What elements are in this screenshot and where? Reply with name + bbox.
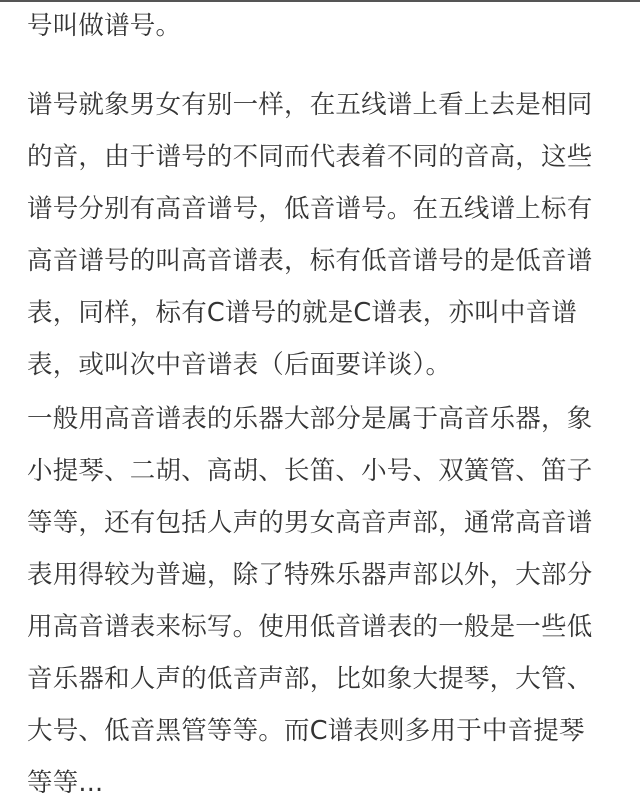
text-line: 一般用高音谱表的乐器大部分是属于高音乐器，象 [27,404,593,434]
paragraph-2 [27,79,592,391]
text-line: 等等... [27,768,104,798]
text-line: 号叫做谱号。 [27,11,182,41]
paragraph-3 [27,393,592,809]
text-line: 音乐器和人声的低音声部，比如象大提琴，大管、 [27,664,593,694]
text-line: 的音，由于谱号的不同而代表着不同的音高，这些 [27,142,593,172]
text-line: 谱号分别有高音谱号，低音谱号。在五线谱上标有 [27,194,593,224]
text-line: 等等，还有包括人声的男女高音声部，通常高音谱 [27,508,593,538]
text-line: 大号、低音黑管等等。而C谱表则多用于中音提琴 [27,716,585,746]
text-line: 谱号就象男女有别一样，在五线谱上看上去是相同 [27,90,593,120]
text-line: 用高音谱表来标写。使用低音谱表的一般是一些低 [27,612,593,642]
text-line: 表用得较为普遍，除了特殊乐器声部以外，大部分 [27,560,593,590]
text-line: 表，同样，标有C谱号的就是C谱表，亦叫中音谱 [27,298,578,328]
text-line: 表，或叫次中音谱表（后面要详谈）。 [27,350,452,380]
text-line: 小提琴、二胡、高胡、长笛、小号、双簧管、笛子 [27,456,593,486]
paragraph-1 [27,0,181,52]
text-line: 高音谱号的叫高音谱表，标有低音谱号的是低音谱 [27,246,593,276]
